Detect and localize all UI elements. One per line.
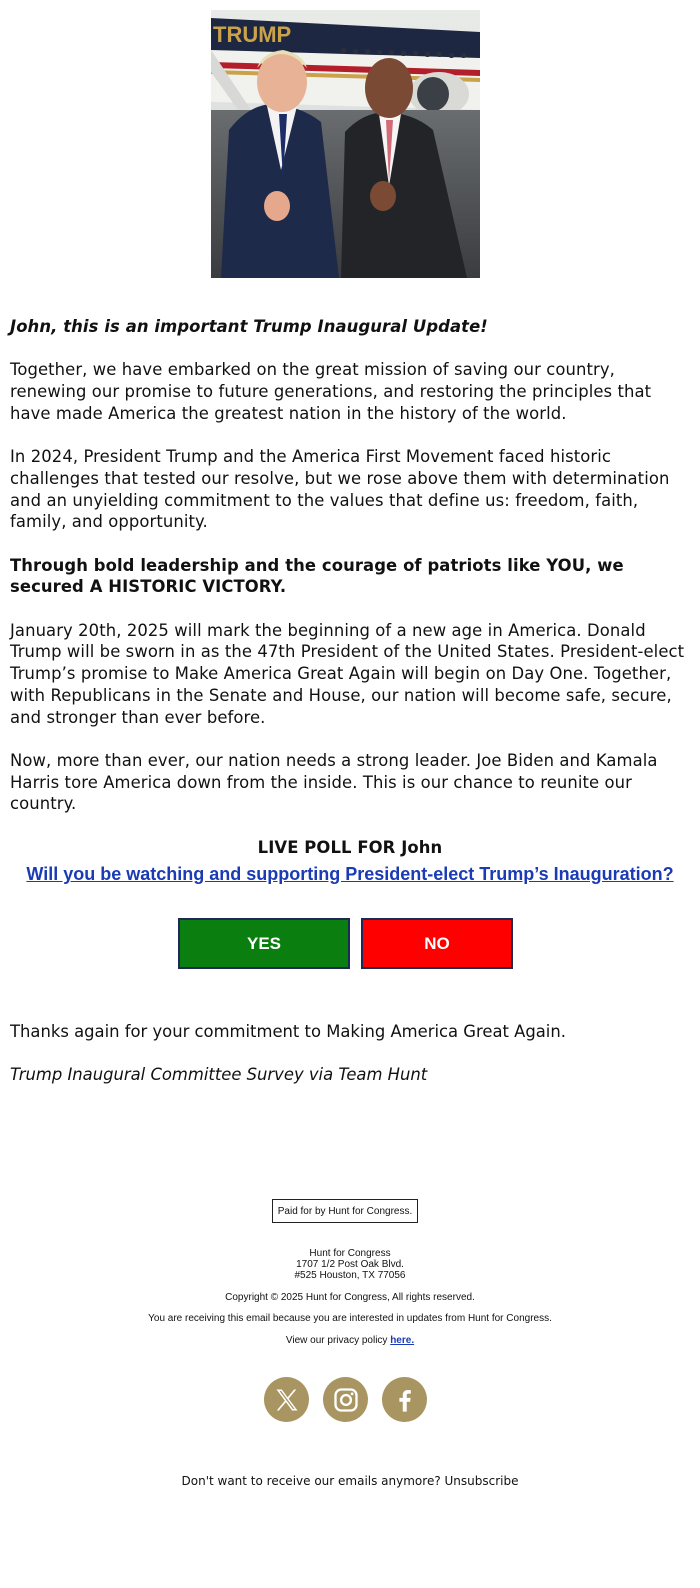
x-social-link[interactable] (264, 1377, 309, 1422)
closing (10, 1021, 690, 1108)
unsubscribe-line (0, 1474, 700, 1488)
paragraph-mission: Together, we have embarked on the great mission of saving our country, renewing our promise to future generations, and restoring the principles that have made America the greatest nation in the history of the world. (10, 360, 652, 423)
paragraph-victory: Through bold leadership and the courage of patriots like YOU, we secured A HISTORIC VICTORY. (10, 555, 624, 597)
signoff: Trump Inaugural Committee Survey via Team Hunt (10, 1065, 428, 1085)
email-body (10, 316, 690, 880)
facebook-social-link[interactable] (382, 1377, 427, 1422)
org-name: Hunt for Congress (309, 1248, 391, 1259)
poll-question-link[interactable]: Will you be watching and supporting President-elect Trump’s Inauguration? (26, 864, 674, 884)
paragraph-leader: Now, more than ever, our nation needs a strong leader. Joe Biden and Kamala Harris tore America down from the inside. This is our chance to reunite our country. (10, 750, 658, 814)
thanks-text: Thanks again for your commitment to Making America Great Again. (10, 1022, 566, 1041)
address-line-1: 1707 1/2 Post Oak Blvd. (296, 1259, 404, 1270)
copyright: Copyright © 2025 Hunt for Congress, All rights reserved. (225, 1292, 475, 1303)
instagram-social-link[interactable] (323, 1377, 368, 1422)
greeting: John, this is an important Trump Inaugural Update! (10, 317, 488, 336)
receiving-notice: You are receiving this email because you are interested in updates from Hunt for Congress. (148, 1313, 552, 1324)
unsubscribe-prefix: Don't want to receive our emails anymore? (181, 1474, 445, 1488)
hero-photo (211, 10, 480, 278)
plane-lettering: TRUMP (213, 22, 292, 47)
yes-button[interactable]: YES (178, 918, 350, 969)
paragraph-2024: In 2024, President Trump and the America First Movement faced historic challenges that tested our resolve, but we rose above them with determination and an unyielding commitment to the values that define us: freedom, faith, family, and opportunity. (10, 447, 670, 532)
photo-of-two-men-before-airplane (211, 10, 480, 278)
unsubscribe-link[interactable]: Unsubscribe (444, 1474, 519, 1488)
poll-question (0, 864, 700, 885)
privacy-link[interactable]: here. (390, 1335, 415, 1346)
facebook-icon (391, 1386, 419, 1414)
no-button[interactable]: NO (361, 918, 513, 969)
paid-for-box: Paid for by Hunt for Congress. (272, 1199, 418, 1223)
address (0, 1248, 700, 1281)
privacy-line (0, 1335, 700, 1346)
x-icon (273, 1386, 301, 1414)
poll-title: LIVE POLL FOR John (257, 837, 443, 857)
paragraph-inauguration: January 20th, 2025 will mark the beginning of a new age in America. Donald Trump will be sworn in as the 47th President of the United States. President-elect Trump’s promise to Make America Great Again will begin on Day One. Together, with Republicans in the Senate and House, our nation will become safe, secure, and stronger than ever before. (10, 620, 685, 727)
privacy-prefix: View our privacy policy (285, 1335, 391, 1346)
address-line-2: #525 Houston, TX 77056 (294, 1270, 406, 1281)
instagram-icon (332, 1386, 360, 1414)
